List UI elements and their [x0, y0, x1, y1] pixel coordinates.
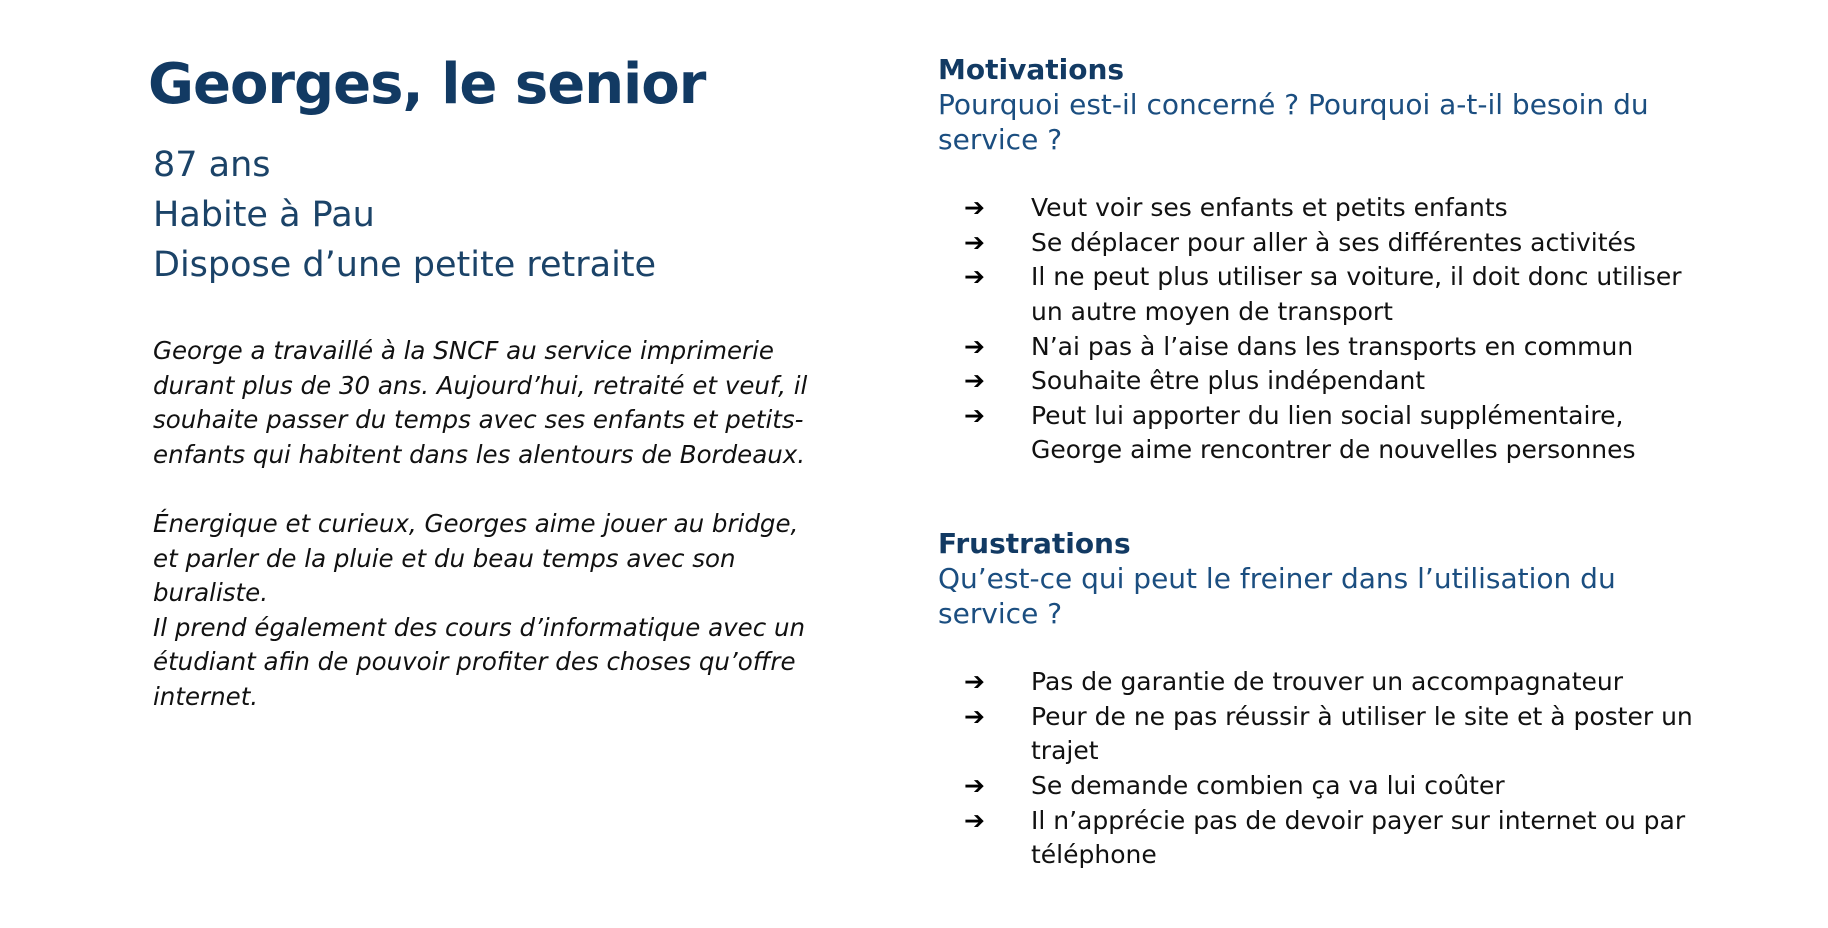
- list-item: [938, 399, 1698, 468]
- arrow-right-icon: ➔: [964, 805, 985, 835]
- arrow-right-icon: ➔: [964, 701, 985, 731]
- fact-location: Habite à Pau: [153, 195, 375, 235]
- arrow-right-icon: ➔: [964, 331, 985, 361]
- motivation-text: Veut voir ses enfants et petits enfants: [1031, 193, 1508, 223]
- arrow-right-icon: ➔: [964, 227, 985, 257]
- list-item: [938, 700, 1698, 769]
- motivations-title: Motivations: [938, 53, 1125, 86]
- motivations-question: Pourquoi est-il concerné ? Pourquoi a-t-il besoin du service ?: [938, 88, 1649, 156]
- fact-age: 87 ans: [153, 145, 271, 185]
- frustrations-section: [938, 526, 1698, 873]
- persona-title: Georges, le senior: [148, 52, 706, 117]
- arrow-right-icon: ➔: [964, 262, 985, 292]
- list-item: [938, 769, 1698, 804]
- arrow-right-icon: ➔: [964, 400, 985, 430]
- list-item: [938, 364, 1698, 399]
- list-item: [938, 226, 1698, 261]
- motivations-list: [938, 191, 1698, 468]
- arrow-right-icon: ➔: [964, 667, 985, 697]
- list-item: [938, 191, 1698, 226]
- persona-facts: [148, 140, 828, 290]
- frustrations-question: Qu’est-ce qui peut le freiner dans l’utilisation du service ?: [938, 561, 1616, 630]
- motivation-text: Souhaite être plus indépendant: [1031, 366, 1426, 396]
- arrow-right-icon: ➔: [964, 770, 985, 800]
- frustration-text: Il n’apprécie pas de devoir payer sur internet ou par téléphone: [1031, 805, 1686, 870]
- motivations-section: [938, 52, 1698, 468]
- frustration-text: Peur de ne pas réussir à utiliser le site et à poster un trajet: [1031, 701, 1693, 766]
- arrow-right-icon: ➔: [964, 366, 985, 396]
- list-item: [938, 260, 1698, 329]
- persona-bio: [148, 334, 828, 715]
- frustrations-list: [938, 665, 1698, 873]
- list-item: [938, 330, 1698, 365]
- bio-paragraph-computing: Il prend également des cours d’informatique avec un étudiant afin de pouvoir profiter des choses qu’offre internet.: [153, 612, 806, 711]
- arrow-right-icon: ➔: [964, 193, 985, 223]
- bio-paragraph-hobbies: Énergique et curieux, Georges aime jouer au bridge, et parler de la pluie et du beau temps avec son buraliste.: [153, 508, 799, 608]
- motivation-text: Peut lui apporter du lien social supplémentaire, George aime rencontrer de nouvelles personnes: [1031, 400, 1636, 465]
- persona-profile: [148, 50, 828, 715]
- motivation-text: Se déplacer pour aller à ses différentes activités: [1031, 227, 1636, 257]
- bio-paragraph-career: George a travaillé à la SNCF au service imprimerie durant plus de 30 ans. Aujourd’hui, retraité et veuf, il souhaite passer du temps avec ses enfants et petits-enfants qui habitent dans les alentours de Bordeaux.: [153, 336, 808, 469]
- frustration-text: Pas de garantie de trouver un accompagnateur: [1031, 667, 1624, 697]
- fact-income: Dispose d’une petite retraite: [153, 245, 657, 285]
- list-item: [938, 665, 1698, 700]
- motivation-text: N’ai pas à l’aise dans les transports en commun: [1031, 331, 1634, 361]
- list-item: [938, 804, 1698, 873]
- persona-needs: [938, 52, 1698, 873]
- frustrations-title: Frustrations: [938, 526, 1131, 560]
- frustration-text: Se demande combien ça va lui coûter: [1031, 770, 1505, 800]
- motivation-text: Il ne peut plus utiliser sa voiture, il doit donc utiliser un autre moyen de transport: [1031, 262, 1682, 326]
